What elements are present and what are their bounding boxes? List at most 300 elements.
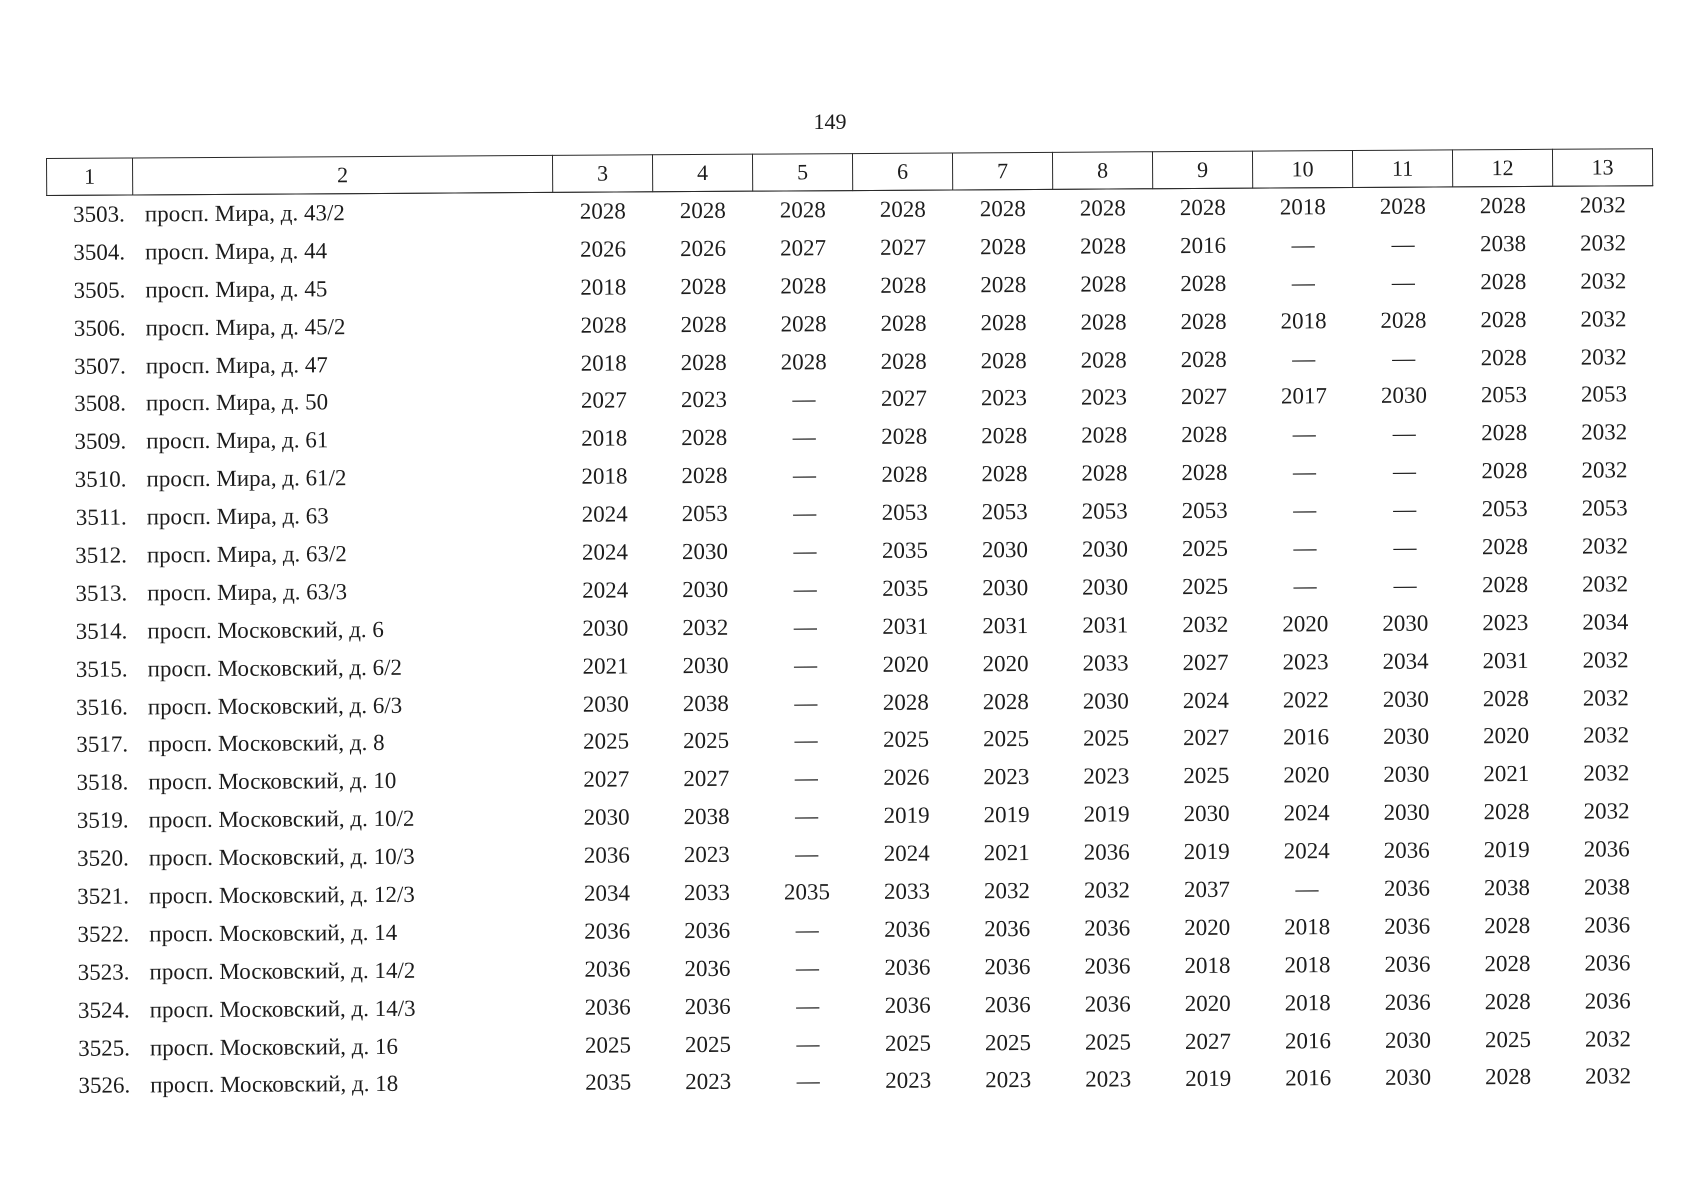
year-cell: 2034 (1582, 609, 1629, 635)
year-cell: 2038 (1583, 874, 1631, 900)
year-cell: 2028 (1480, 306, 1527, 332)
year-cell: 2028 (681, 425, 728, 451)
year-cell: 2033 (883, 878, 931, 904)
year-cell: 2028 (780, 272, 827, 299)
address-cell: просп. Мира, д. 61 (146, 427, 329, 454)
year-cell: 2025 (1084, 1028, 1131, 1055)
year-cell: 2028 (879, 196, 926, 222)
year-cell: 2032 (1581, 457, 1628, 483)
year-cell: 2027 (880, 386, 928, 412)
row-number: 3506. (73, 315, 126, 341)
year-cell: 2030 (583, 804, 630, 830)
year-cell: 2036 (984, 991, 1031, 1017)
year-cell: 2030 (1384, 1027, 1431, 1053)
year-cell: 2025 (882, 727, 930, 753)
row-number: 3511. (75, 504, 127, 530)
year-cell: 2023 (983, 764, 1030, 790)
year-cell: — (1391, 231, 1415, 257)
year-cell: 2030 (681, 538, 728, 565)
row-number: 3503. (73, 201, 125, 227)
year-cell: 2036 (583, 842, 630, 868)
year-cell: 2024 (582, 577, 629, 603)
year-cell: 2053 (1580, 381, 1628, 408)
year-cell: — (1292, 345, 1316, 371)
year-cell: 2032 (1083, 877, 1131, 903)
year-cell: — (794, 727, 818, 753)
year-cell: 2023 (1482, 609, 1529, 635)
year-cell: 2023 (683, 841, 730, 868)
year-cell: 2020 (1184, 990, 1231, 1016)
year-cell: 2023 (980, 385, 1028, 411)
address-cell: просп. Московский, д. 6 (147, 616, 384, 644)
row-number: 3522. (77, 921, 130, 947)
year-cell: 2016 (1282, 724, 1330, 750)
column-header-12: 12 (1452, 149, 1552, 187)
year-cell: 2032 (1581, 419, 1628, 445)
year-cell: — (794, 765, 818, 791)
year-cell: 2028 (779, 197, 826, 223)
year-cell: 2018 (581, 425, 628, 452)
year-cell: 2026 (679, 235, 727, 261)
year-cell: 2028 (1481, 458, 1528, 484)
year-cell: 2030 (1380, 382, 1428, 409)
year-cell: 2030 (1383, 761, 1430, 788)
year-cell: — (794, 689, 818, 715)
year-cell: 2019 (883, 802, 930, 829)
year-cell: 2031 (1082, 612, 1129, 638)
year-cell: 2031 (982, 612, 1029, 639)
year-cell: 2030 (1383, 799, 1430, 826)
year-cell: 2016 (1284, 1027, 1331, 1053)
year-cell: 2030 (1082, 574, 1129, 600)
row-number: 3523. (77, 959, 130, 985)
address-cell: просп. Московский, д. 16 (149, 1033, 399, 1060)
year-cell: — (1391, 269, 1415, 295)
year-cell: 2032 (1582, 684, 1629, 711)
year-cell: 2025 (884, 1030, 931, 1056)
year-cell: 2036 (1583, 836, 1630, 862)
address-cell: просп. Мира, д. 50 (145, 389, 329, 416)
year-cell: 2023 (1282, 648, 1329, 675)
year-cell: 2036 (1584, 912, 1631, 938)
year-cell: 2028 (880, 272, 927, 298)
year-cell: 2030 (582, 690, 629, 717)
address-cell: просп. Мира, д. 43/2 (144, 200, 345, 227)
year-cell: — (1393, 534, 1417, 560)
year-cell: — (793, 614, 817, 640)
year-cell: 2032 (682, 614, 729, 640)
year-cell: 2023 (680, 387, 728, 413)
year-cell: 2053 (881, 499, 928, 525)
page-number: 149 (813, 109, 847, 134)
year-cell: — (794, 803, 819, 829)
column-header-10: 10 (1252, 151, 1352, 189)
address-cell: просп. Мира, д. 45/2 (145, 313, 346, 341)
year-cell: 2028 (1484, 988, 1531, 1014)
year-cell: 2019 (1483, 837, 1530, 863)
year-cell: 2032 (1585, 1063, 1632, 1090)
year-cell: 2032 (1581, 533, 1628, 559)
year-cell: 2032 (1583, 798, 1630, 824)
year-cell: 2036 (884, 992, 931, 1018)
row-number: 3520. (76, 845, 129, 871)
year-cell: 2020 (982, 650, 1029, 676)
year-cell: 2028 (1181, 459, 1228, 486)
year-cell: — (1291, 232, 1315, 258)
year-cell: 2021 (983, 840, 1030, 866)
year-cell: 2018 (1284, 989, 1331, 1016)
year-cell: 2030 (1183, 800, 1230, 827)
address-cell: просп. Московский, д. 14/2 (149, 957, 416, 985)
year-cell: 2028 (1483, 799, 1530, 825)
year-cell: 2036 (684, 993, 731, 1019)
year-cell: 2033 (683, 879, 731, 906)
year-cell: 2032 (1582, 722, 1630, 749)
year-cell: 2038 (682, 690, 729, 716)
row-number: 3515. (75, 656, 128, 682)
year-cell: 2020 (1282, 610, 1329, 637)
year-cell: 2028 (979, 233, 1027, 260)
year-cell: 2020 (882, 651, 929, 677)
column-header-3: 3 (552, 155, 652, 193)
year-cell: 2030 (1382, 610, 1429, 636)
year-cell: 2023 (1083, 763, 1130, 789)
year-cell: 2028 (1079, 195, 1126, 221)
year-cell: 2028 (1180, 270, 1227, 296)
address-cell: просп. Мира, д. 63 (146, 503, 329, 530)
year-cell: 2036 (584, 956, 631, 982)
year-cell: 2025 (982, 726, 1030, 752)
year-cell: 2030 (1081, 536, 1128, 562)
year-cell: — (1393, 496, 1417, 522)
year-cell: 2032 (1579, 230, 1627, 256)
year-cell: — (1392, 458, 1417, 484)
year-cell: 2018 (1279, 194, 1326, 220)
year-cell: 2028 (1480, 344, 1527, 370)
year-cell: 2031 (882, 613, 929, 639)
year-cell: 2053 (1081, 498, 1128, 524)
year-cell: 2024 (581, 539, 628, 565)
year-cell: 2025 (682, 728, 730, 754)
year-cell: 2036 (1584, 987, 1631, 1014)
year-cell: 2038 (683, 804, 730, 830)
year-cell: 2032 (1582, 571, 1629, 597)
year-cell: — (796, 1068, 820, 1094)
column-header-2: 2 (133, 155, 553, 195)
year-cell: 2030 (1385, 1064, 1432, 1091)
year-cell: — (1292, 421, 1316, 447)
year-cell: — (1293, 497, 1317, 523)
year-cell: 2028 (1180, 308, 1227, 334)
year-cell: 2028 (1379, 193, 1426, 219)
address-cell: просп. Московский, д. 6/3 (147, 692, 403, 719)
year-cell: 2024 (581, 501, 628, 527)
year-cell: 2028 (579, 198, 626, 224)
row-number: 3517. (76, 731, 129, 758)
year-cell: 2018 (580, 274, 627, 300)
year-cell: 2035 (882, 575, 929, 601)
row-number: 3518. (76, 769, 129, 796)
year-cell: 2028 (780, 348, 827, 375)
year-cell: 2025 (684, 1031, 732, 1057)
year-cell: 2036 (584, 994, 631, 1020)
year-cell: 2018 (581, 463, 628, 489)
year-cell: 2032 (983, 877, 1031, 904)
year-cell: 2030 (682, 652, 729, 678)
year-cell: 2035 (881, 537, 928, 563)
year-cell: 2018 (1284, 951, 1331, 978)
year-cell: — (1392, 345, 1416, 371)
address-cell: просп. Московский, д. 14 (149, 919, 398, 947)
year-cell: 2025 (1484, 1026, 1531, 1052)
year-cell: 2036 (984, 953, 1031, 980)
year-cell: — (796, 1030, 820, 1056)
year-cell: — (1392, 420, 1416, 447)
year-cell: 2021 (582, 653, 629, 679)
row-number: 3521. (77, 883, 130, 909)
year-cell: 2036 (884, 916, 931, 942)
address-cell: просп. Московский, д. 14/3 (149, 995, 416, 1023)
year-cell: 2038 (1479, 230, 1527, 257)
year-cell: 2028 (1380, 307, 1427, 333)
row-number: 3525. (78, 1035, 131, 1061)
year-cell: — (795, 955, 820, 981)
year-cell: 2030 (1382, 686, 1429, 712)
year-cell: 2017 (1280, 383, 1328, 409)
schedule-table (46, 148, 1659, 1105)
year-cell: 2032 (1580, 343, 1627, 370)
year-cell: 2024 (1182, 687, 1229, 713)
year-cell: 2053 (1481, 496, 1528, 522)
column-header-7: 7 (952, 152, 1052, 190)
year-cell: 2032 (1583, 760, 1630, 786)
year-cell: — (1293, 535, 1317, 561)
year-cell: 2025 (984, 1029, 1031, 1055)
year-cell: — (796, 992, 820, 1019)
row-number: 3512. (75, 542, 128, 568)
year-cell: 2036 (684, 955, 731, 981)
year-cell: 2032 (1580, 268, 1627, 294)
year-cell: 2038 (1483, 874, 1531, 901)
year-cell: 2028 (679, 197, 726, 224)
year-cell: — (795, 841, 819, 867)
column-header-9: 9 (1152, 151, 1252, 189)
year-cell: 2028 (780, 310, 827, 337)
row-number: 3524. (77, 997, 130, 1023)
year-cell: 2036 (984, 915, 1031, 942)
year-cell: 2027 (583, 766, 630, 793)
column-header-1: 1 (47, 158, 133, 196)
year-cell: 2028 (982, 688, 1029, 714)
year-cell: 2034 (583, 880, 631, 906)
year-cell: — (792, 386, 816, 412)
year-cell: — (793, 576, 817, 602)
year-cell: — (1291, 269, 1315, 296)
year-cell: — (792, 462, 817, 488)
year-cell: 2036 (1384, 989, 1431, 1015)
year-cell: 2023 (1080, 384, 1128, 411)
year-cell: 2028 (1481, 533, 1528, 560)
year-cell: 2034 (1382, 648, 1429, 674)
address-cell: просп. Московский, д. 18 (150, 1071, 399, 1098)
year-cell: 2027 (1180, 384, 1228, 410)
year-cell: 2028 (1485, 1064, 1532, 1090)
year-cell: 2030 (682, 576, 729, 602)
address-cell: просп. Московский, д. 6/2 (147, 654, 403, 682)
year-cell: 2053 (1480, 382, 1528, 408)
year-cell: 2028 (882, 689, 929, 715)
year-cell: 2033 (1082, 650, 1129, 676)
year-cell: 2020 (1184, 914, 1231, 940)
year-cell: 2016 (1179, 232, 1227, 258)
row-number: 3508. (74, 390, 127, 417)
year-cell: 2036 (884, 954, 931, 980)
year-cell: 2025 (582, 728, 630, 755)
year-cell: 2028 (1481, 420, 1528, 446)
year-cell: 2028 (980, 309, 1027, 335)
year-cell: 2036 (1384, 951, 1431, 977)
year-cell: 2021 (1483, 761, 1530, 787)
address-cell: просп. Московский, д. 10/3 (148, 843, 415, 871)
year-cell: 2023 (885, 1068, 932, 1094)
year-cell: 2027 (879, 234, 927, 260)
year-cell: 2028 (681, 463, 728, 489)
year-cell: 2037 (1183, 876, 1231, 903)
year-cell: 2028 (1179, 194, 1226, 221)
year-cell: 2027 (1182, 725, 1230, 751)
year-cell: 2028 (1080, 271, 1127, 297)
address-cell: просп. Мира, д. 63/2 (146, 541, 347, 568)
year-cell: 2016 (1285, 1065, 1332, 1091)
year-cell: 2024 (1283, 838, 1330, 864)
year-cell: 2019 (1185, 1066, 1232, 1092)
year-cell: 2019 (983, 802, 1030, 828)
year-cell: 2020 (1482, 723, 1530, 749)
year-cell: — (794, 651, 818, 678)
year-cell: 2028 (880, 310, 927, 336)
row-number: 3504. (73, 239, 126, 265)
year-cell: 2028 (1080, 346, 1127, 373)
year-cell: 2036 (1083, 839, 1130, 865)
year-cell: 2028 (981, 423, 1028, 449)
year-cell: 2028 (1479, 192, 1526, 219)
row-number: 3516. (76, 694, 128, 720)
year-cell: 2028 (881, 423, 928, 450)
year-cell: 2028 (1079, 233, 1127, 259)
year-cell: 2028 (680, 273, 727, 299)
year-cell: 2028 (979, 195, 1026, 222)
address-cell: просп. Мира, д. 61/2 (146, 465, 347, 492)
year-cell: 2028 (1480, 268, 1527, 294)
year-cell: 2053 (681, 500, 728, 527)
year-cell: — (1292, 459, 1317, 485)
year-cell: 2036 (1384, 913, 1431, 939)
year-cell: 2028 (1180, 346, 1227, 372)
year-cell: 2024 (883, 840, 930, 866)
year-cell: 2053 (1581, 495, 1628, 521)
year-cell: 2032 (1582, 646, 1629, 673)
column-header-8: 8 (1052, 152, 1152, 190)
column-header-13: 13 (1552, 149, 1652, 187)
row-number: 3526. (78, 1072, 131, 1099)
year-cell: 2036 (684, 917, 731, 943)
year-cell: — (1293, 573, 1317, 599)
year-cell: 2036 (1084, 991, 1131, 1017)
year-cell: — (793, 500, 817, 526)
column-header-6: 6 (852, 153, 952, 191)
year-cell: — (793, 538, 817, 564)
year-cell: 2036 (584, 918, 631, 944)
year-cell: 2053 (1181, 497, 1228, 524)
year-cell: 2028 (881, 461, 928, 488)
year-cell: 2025 (1183, 763, 1230, 789)
year-cell: 2053 (981, 499, 1028, 525)
year-cell: 2032 (1584, 1025, 1631, 1052)
year-cell: — (1393, 572, 1417, 598)
row-number: 3514. (75, 618, 128, 644)
year-cell: 2032 (1580, 305, 1627, 332)
year-cell: 2028 (580, 312, 627, 338)
year-cell: 2028 (1181, 422, 1228, 448)
row-number: 3519. (76, 807, 129, 834)
year-cell: 2019 (1183, 838, 1230, 865)
year-cell: 2032 (1182, 611, 1229, 637)
year-cell: 2031 (1482, 647, 1529, 673)
year-cell: 2025 (1182, 573, 1229, 599)
row-number: 3505. (73, 277, 126, 303)
year-cell: 2028 (1482, 571, 1529, 598)
year-cell: 2032 (1579, 192, 1626, 218)
year-cell: 2020 (1283, 762, 1330, 788)
year-cell: 2028 (1081, 460, 1128, 486)
row-number: 3513. (75, 580, 128, 606)
year-cell: — (792, 424, 816, 450)
year-cell: 2026 (579, 236, 627, 262)
year-cell: 2023 (985, 1067, 1032, 1093)
year-cell: 2022 (1282, 686, 1329, 712)
year-cell: 2036 (1383, 837, 1430, 863)
year-cell: 2025 (1181, 535, 1228, 562)
address-cell: просп. Мира, д. 45 (145, 276, 328, 303)
year-cell: 2025 (1082, 725, 1130, 752)
year-cell: 2024 (1283, 800, 1330, 826)
address-cell: просп. Московский, д. 10 (148, 768, 397, 795)
column-header-11: 11 (1352, 150, 1452, 188)
year-cell: 2023 (1085, 1066, 1132, 1093)
year-cell: 2019 (1083, 801, 1130, 827)
year-cell: 2028 (1080, 309, 1127, 335)
year-cell: 2023 (685, 1069, 732, 1095)
year-cell: 2028 (1482, 685, 1529, 711)
year-cell: 2028 (980, 271, 1027, 298)
year-cell: 2027 (1184, 1028, 1231, 1054)
year-cell: 2030 (582, 615, 629, 641)
year-cell: 2025 (584, 1031, 632, 1058)
address-cell: просп. Московский, д. 12/3 (148, 881, 415, 909)
year-cell: 2030 (1082, 687, 1129, 714)
year-cell: 2035 (783, 879, 831, 905)
address-cell: просп. Мира, д. 63/3 (147, 579, 348, 606)
year-cell: 2028 (1484, 950, 1531, 976)
year-cell: 2027 (779, 235, 827, 261)
row-number: 3507. (73, 353, 126, 379)
year-cell: 2030 (1382, 723, 1430, 750)
address-cell: просп. Московский, д. 8 (148, 730, 385, 757)
address-cell: просп. Мира, д. 44 (144, 238, 328, 265)
year-cell: 2027 (683, 766, 730, 792)
column-header-4: 4 (652, 154, 752, 192)
year-cell: — (1295, 876, 1319, 902)
